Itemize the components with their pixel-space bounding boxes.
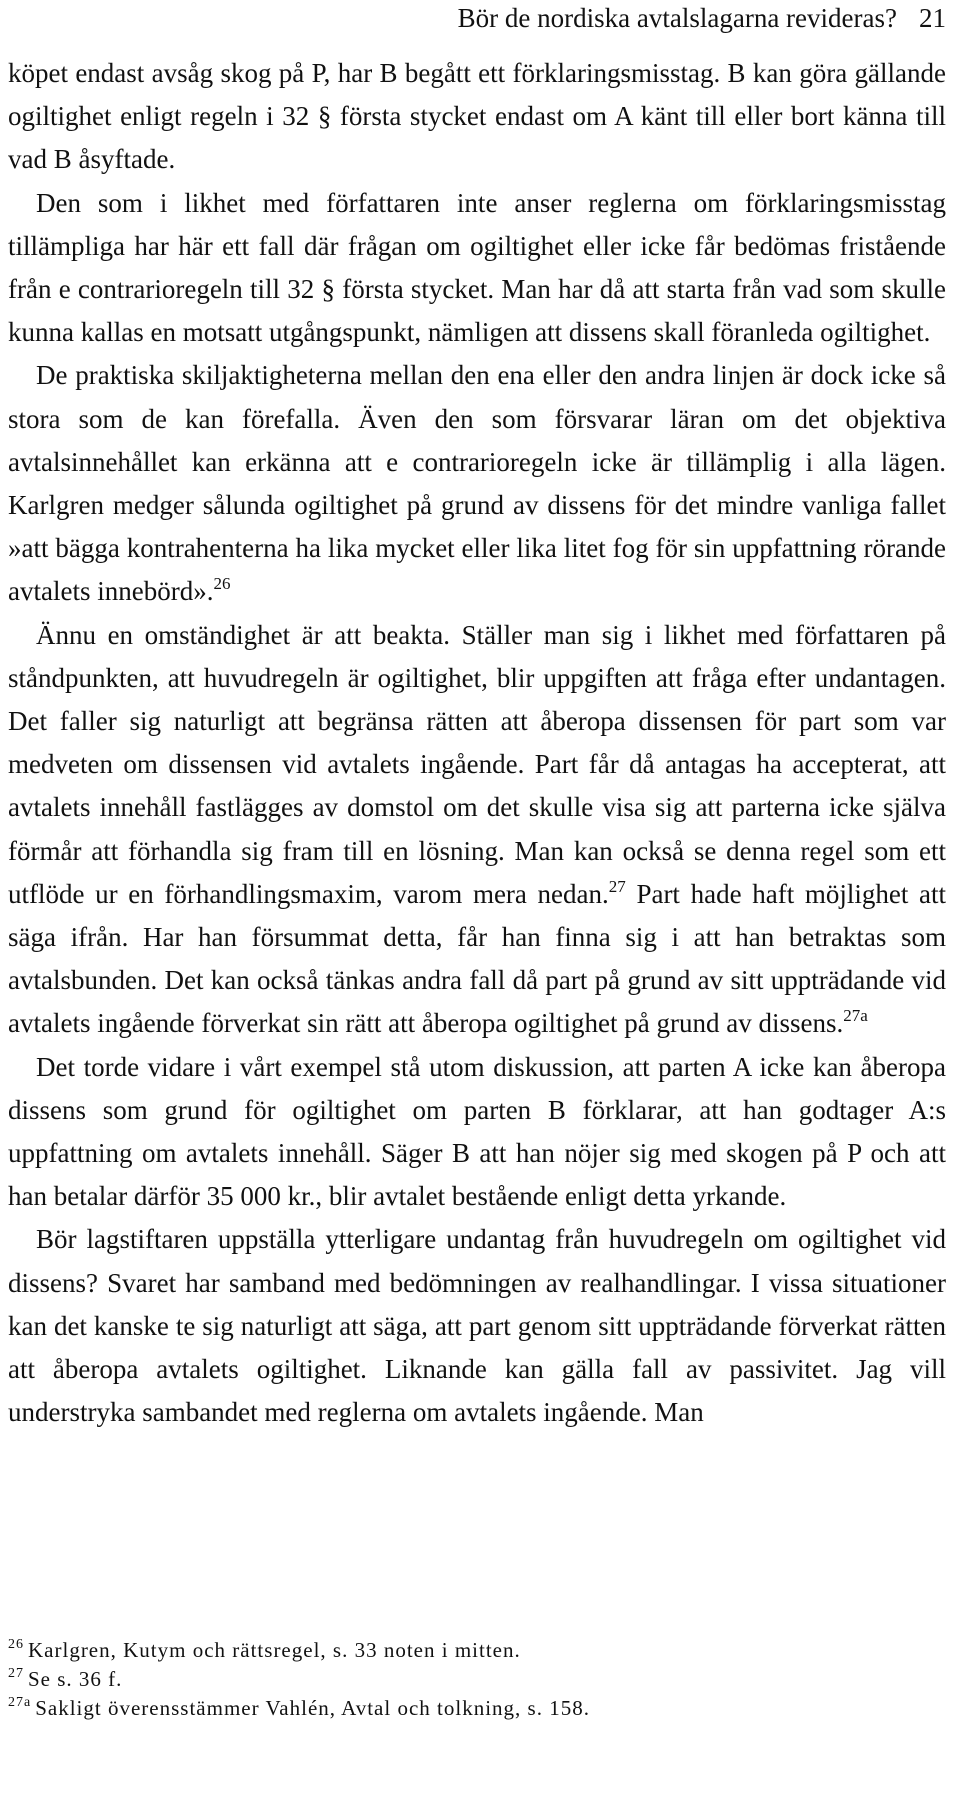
running-title: Bör de nordiska avtalslagarna revideras? xyxy=(457,3,897,33)
footnote-mark: 27 xyxy=(8,1666,24,1681)
footnote-text: Karlgren, Kutym och rättsregel, s. 33 noten i mitten. xyxy=(28,1638,521,1662)
running-header xyxy=(458,2,946,34)
footnote-ref-27: 27 xyxy=(608,876,626,896)
paragraph-3-text: De praktiska skiljaktigheterna mellan den ena eller den andra linjen är dock icke så stora som de kan förefalla. Även den som försvarar läran om det objektiva avtalsinnehållet kan erkänna att e contrarioregeln icke är tillämplig i alla lägen. Karlgren medger sålunda ogiltighet på grund av dissens för det mindre vanliga fallet »att bägga kontrahenterna ha lika mycket eller lika litet fog för sin uppfattning rörande avtalets innebörd». xyxy=(8,360,946,607)
paragraph-4 xyxy=(8,614,946,1046)
paragraph-1: köpet endast avsåg skog på P, har B begått ett förklaringsmisstag. B kan göra gällande ogiltighet enligt regeln i 32 § första stycket endast om A känt till eller bort känna till vad B åsyftade. xyxy=(8,58,946,175)
paragraph-3 xyxy=(8,354,946,613)
paragraph-4-text-a: Ännu en omständighet är att beakta. Ställer man sig i likhet med författaren på ståndpunkten, att huvudregeln är ogiltighet, blir uppgiften att fråga efter undantagen. Det faller sig naturligt att begränsa rätten att åberopa dissensen för part som var medveten om dissensen vid avtalets ingående. Part får då antagas ha accepterat, att avtalets innehåll fastlägges av domstol om det skulle visa sig att parterna icke själva förmår att förhandla sig fram till en lösning. Man kan också se denna regel som ett utflöde ur en förhandlingsmaxim, varom mera nedan. xyxy=(8,619,946,909)
footnote-mark: 26 xyxy=(8,1637,24,1652)
body-text xyxy=(8,52,946,1435)
footnote-26 xyxy=(8,1636,946,1665)
footnote-text: Sakligt överensstämmer Vahlén, Avtal och tolkning, s. 158. xyxy=(35,1696,590,1720)
footnote-ref-27a: 27a xyxy=(843,1006,868,1026)
footnote-27 xyxy=(8,1665,946,1694)
paragraph-4-text-b: Part hade haft möjlighet att säga ifrån. Har han försummat detta, får han finna sig i att han betraktas som avtalsbunden. Det kan också tänkas andra fall då part på grund av sitt uppträdande vid avtalets ingående förverkat sin rätt att åberopa ogiltighet på grund av dissens. xyxy=(8,878,946,1039)
footnote-27a xyxy=(8,1694,946,1723)
paragraph-2: Den som i likhet med författaren inte anser reglerna om förklaringsmisstag tillämpliga har här ett fall där frågan om ogiltighet eller icke får bedömas fristående från e contrarioregeln till 32 § första stycket. Man har då att starta från vad som skulle kunna kallas en motsatt utgångspunkt, nämligen att dissens skall föranleda ogiltighet. xyxy=(8,187,946,348)
paragraph-6: Bör lagstiftaren uppställa ytterligare undantag från huvudregeln om ogiltighet vid dissens? Svaret har samband med bedömningen av realhandlingar. I vissa situationer kan det kanske te sig naturligt att säga, att part genom sitt uppträdande förverkat rätten att åberopa avtalets ogiltighet. Liknande kan gälla fall av passivitet. Jag vill understryka sambandet med reglerna om avtalets ingående. Man xyxy=(8,1224,946,1428)
page-number: 21 xyxy=(919,3,946,33)
footnote-mark: 27a xyxy=(8,1695,32,1710)
paragraph-5: Det torde vidare i vårt exempel stå utom diskussion, att parten A icke kan åberopa dissens som grund för ogiltighet om parten B förklarar, att han godtager A:s uppfattning om avtalets innehåll. Säger B att han nöjer sig med skogen på P och att han betalar därför 35 000 kr., blir avtalet bestående enligt detta yrkande. xyxy=(8,1051,946,1212)
footnote-ref-26: 26 xyxy=(213,574,231,594)
footnotes xyxy=(8,1636,946,1723)
footnote-text: Se s. 36 f. xyxy=(28,1667,123,1691)
